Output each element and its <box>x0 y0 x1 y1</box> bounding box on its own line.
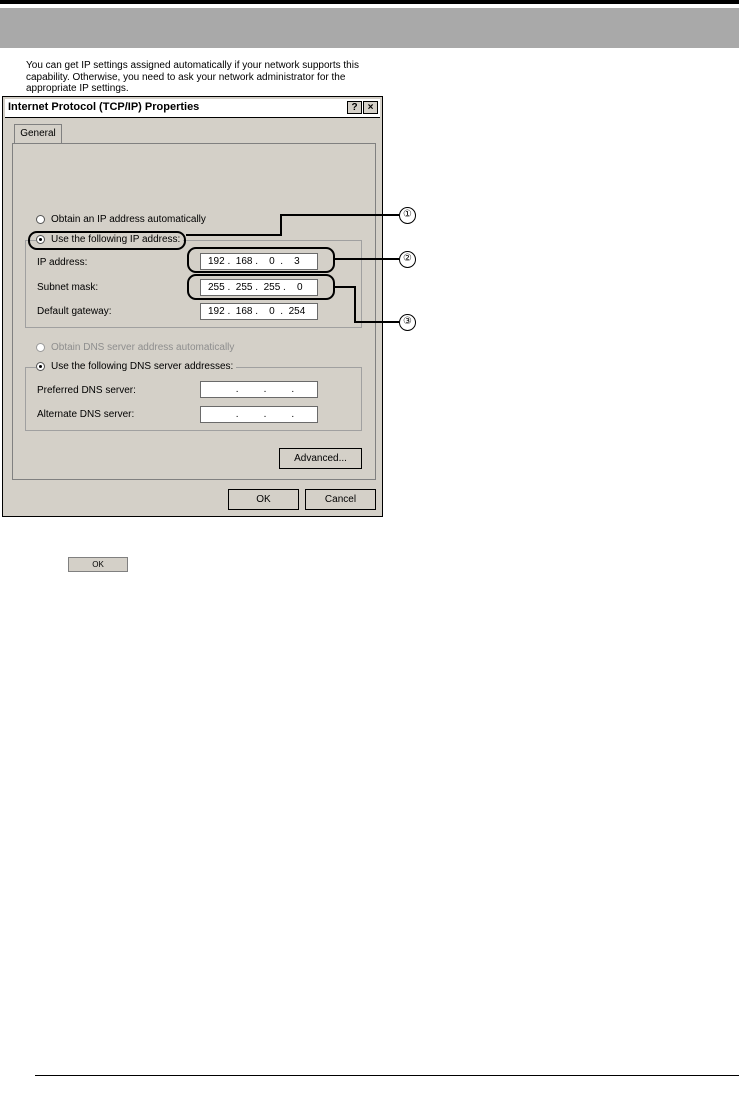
leader-line-3-horizontal-b <box>354 321 399 323</box>
close-button[interactable]: × <box>363 101 378 114</box>
leader-line-1-vertical <box>280 214 282 236</box>
callout-oval-subnet-mask <box>187 274 335 300</box>
header-band <box>0 8 739 48</box>
callout-number-1: ① <box>399 207 416 224</box>
preferred-dns-field[interactable]: . . . <box>200 381 318 398</box>
radio-obtain-ip[interactable] <box>36 215 45 224</box>
callout-number-3: ③ <box>399 314 416 331</box>
leader-line-1-horizontal <box>280 214 399 216</box>
default-gateway-label: Default gateway: <box>37 306 112 317</box>
radio-obtain-dns-label: Obtain DNS server address automatically <box>51 342 235 353</box>
radio-use-dns-row[interactable] <box>36 361 236 372</box>
callout-number-2: ② <box>399 251 416 268</box>
preferred-dns-label: Preferred DNS server: <box>37 385 136 396</box>
leader-line-1-connector <box>186 234 282 236</box>
radio-use-dns-label: Use the following DNS server addresses: <box>51 361 234 372</box>
ok-button[interactable]: OK <box>228 489 299 510</box>
help-button[interactable]: ? <box>347 101 362 114</box>
radio-obtain-ip-label: Obtain an IP address automatically <box>51 214 206 225</box>
radio-obtain-ip-row[interactable] <box>36 214 206 225</box>
leader-line-3-horizontal-a <box>335 286 355 288</box>
ip-address-field[interactable]: 192 . 168 . 0 . 3 <box>200 253 318 270</box>
leader-line-2 <box>335 258 399 260</box>
dialog-title: Internet Protocol (TCP/IP) Properties <box>8 101 200 113</box>
tab-general[interactable]: General <box>14 124 62 143</box>
dialog-titlebar <box>5 99 380 118</box>
leader-line-3-vertical <box>354 286 356 322</box>
intro-text: You can get IP settings assigned automatically if your network supports this capability. Otherwise, you need to ask your network administrator for the appropriate IP settings. <box>26 60 359 94</box>
cancel-button[interactable]: Cancel <box>305 489 376 510</box>
alternate-dns-label: Alternate DNS server: <box>37 409 135 420</box>
inline-ok-button-image: OK <box>68 557 128 572</box>
ip-address-label: IP address: <box>37 257 88 268</box>
callout-oval-ip-address <box>187 247 335 273</box>
radio-use-dns[interactable] <box>36 362 45 371</box>
radio-obtain-dns[interactable] <box>36 343 45 352</box>
radio-obtain-dns-row[interactable] <box>36 342 234 353</box>
subnet-mask-label: Subnet mask: <box>37 282 99 293</box>
default-gateway-field[interactable]: 192 . 168 . 0 . 254 <box>200 303 318 320</box>
callout-oval-use-ip <box>28 231 186 250</box>
top-rule <box>0 0 739 4</box>
advanced-button[interactable]: Advanced... <box>279 448 362 469</box>
bottom-rule <box>35 1075 739 1076</box>
subnet-mask-field[interactable]: 255 . 255 . 255 . 0 <box>200 279 318 296</box>
radio-use-ip-label: Use the following IP address: <box>51 234 181 245</box>
alternate-dns-field[interactable]: . . . <box>200 406 318 423</box>
